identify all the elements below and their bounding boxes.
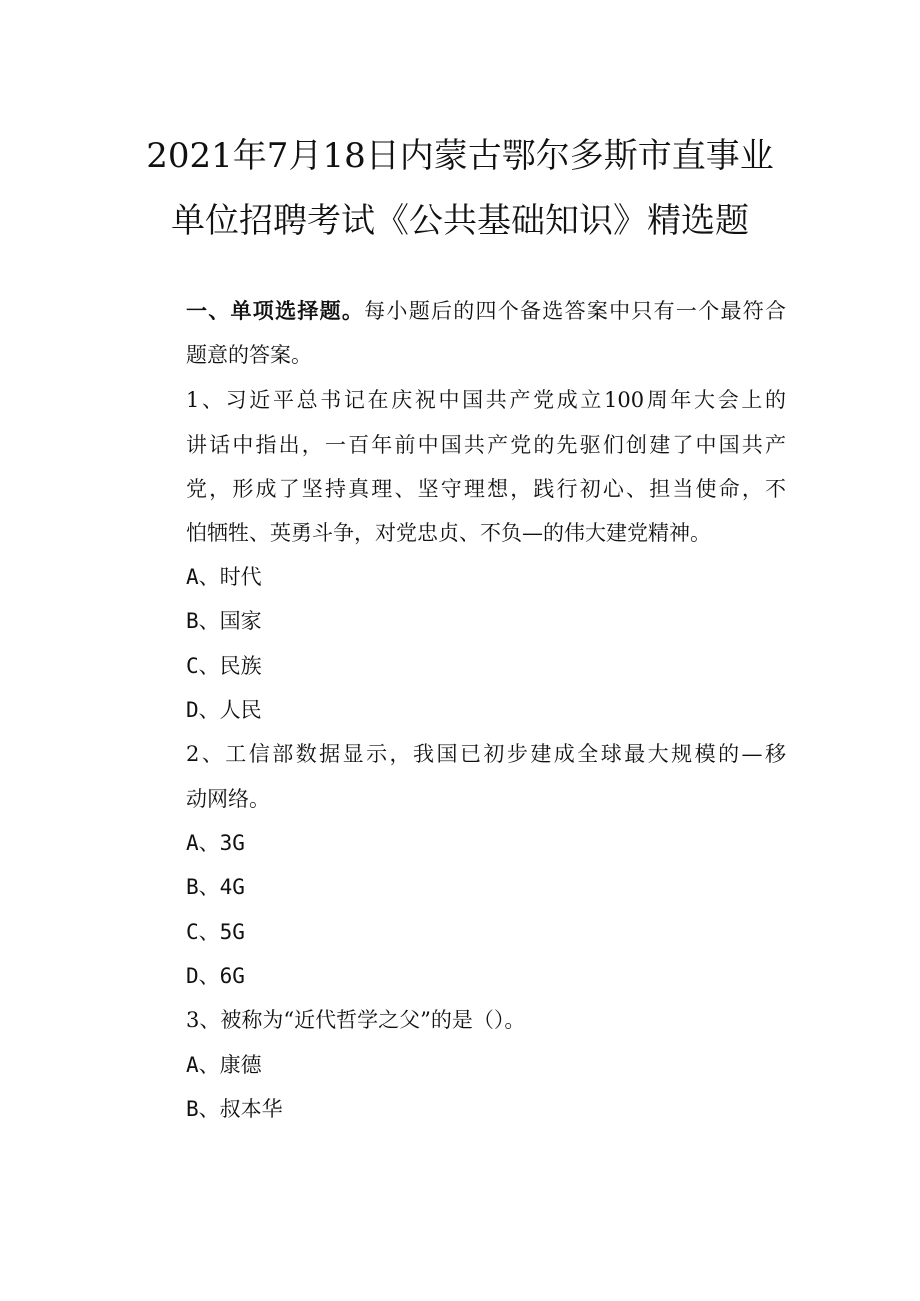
question-2-option-a: A、3G	[186, 831, 245, 855]
question-3-line-1: 3、被称为“近代哲学之父”的是（）。	[186, 1008, 526, 1032]
question-1-option-d: D、人民	[186, 698, 262, 722]
question-1-option-c: C、民族	[186, 654, 262, 678]
question-3-option-b: B、叔本华	[186, 1097, 283, 1121]
question-2-line-1: 2、工信部数据显示，我国已初步建成全球最大规模的—移	[186, 742, 786, 766]
question-2-option-d: D、6G	[186, 964, 245, 988]
document-title-line-2: 单位招聘考试《公共基础知识》精选题	[171, 201, 749, 241]
question-2-line-2: 动网络。	[186, 787, 270, 811]
question-1-line-1: 1、习近平总书记在庆祝中国共产党成立100周年大会上的	[186, 388, 786, 412]
question-1-line-3: 党，形成了坚持真理、坚守理想，践行初心、担当使命，不	[186, 477, 786, 501]
section-description-cont: 题意的答案。	[186, 343, 312, 367]
question-1-line-4: 怕牺牲、英勇斗争，对党忠贞、不负—的伟大建党精神。	[186, 521, 711, 545]
section-instruction	[186, 297, 786, 325]
question-2-option-b: B、4G	[186, 875, 245, 899]
question-2-option-c: C、5G	[186, 920, 245, 944]
question-3-option-a: A、康德	[186, 1053, 262, 1077]
section-heading: 一、单项选择题。	[186, 298, 365, 323]
section-description: 每小题后的四个备选答案中只有一个最符合	[364, 299, 787, 323]
question-1-line-2: 讲话中指出，一百年前中国共产党的先驱们创建了中国共产	[186, 433, 786, 457]
document-title-line-1: 2021年7月18日内蒙古鄂尔多斯市直事业	[146, 136, 774, 176]
question-1-option-b: B、国家	[186, 609, 262, 633]
question-1-option-a: A、时代	[186, 565, 262, 589]
